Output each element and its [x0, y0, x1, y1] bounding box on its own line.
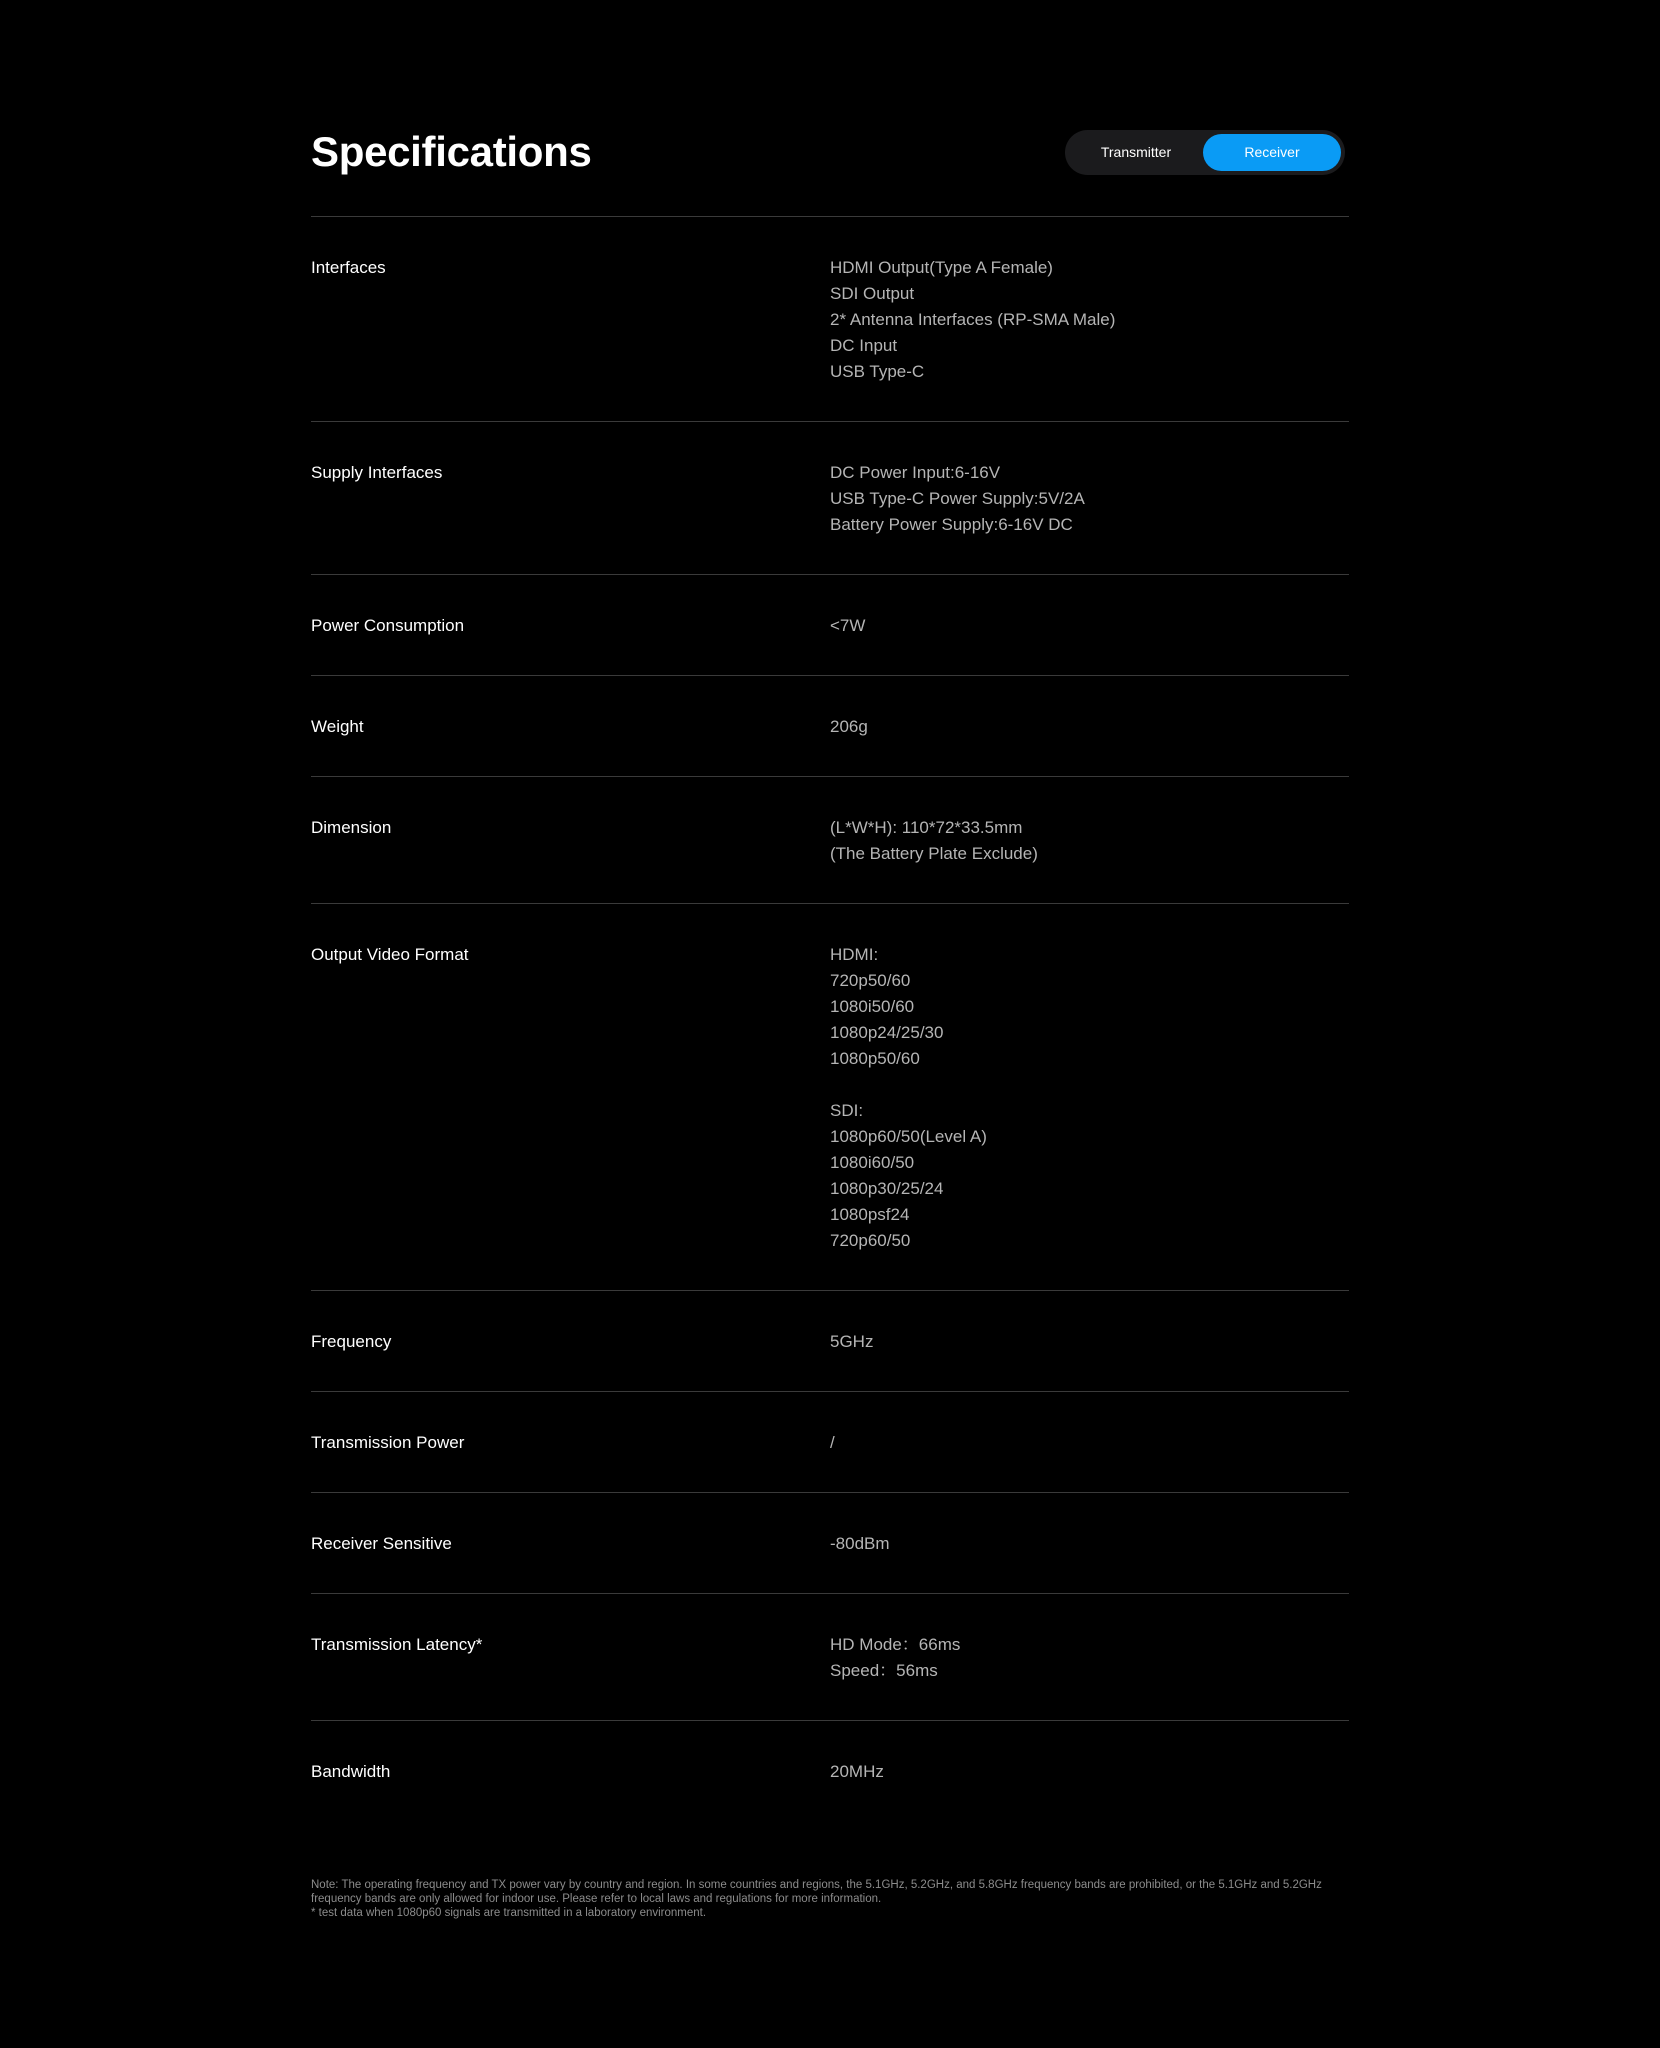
spec-value-line: <7W: [830, 616, 866, 635]
spec-value-line: 5GHz: [830, 1332, 874, 1351]
spec-label: Frequency: [311, 1332, 392, 1351]
spec-row: [311, 1594, 1349, 1721]
spec-value-line: 206g: [830, 717, 868, 736]
spec-value-line: SDI Output: [830, 284, 915, 303]
spec-row: [311, 1291, 1349, 1392]
spec-value-line: 1080p60/50(Level A): [830, 1127, 987, 1146]
spec-value-line: 1080i50/60: [830, 997, 915, 1016]
spec-label: Transmission Power: [311, 1433, 465, 1452]
tab-receiver[interactable]: Receiver: [1203, 134, 1341, 171]
spec-row: [311, 1392, 1349, 1493]
spec-value-line: 1080p50/60: [830, 1049, 920, 1068]
footnote-line: Note: The operating frequency and TX power vary by country and region. In some countries and regions, the 5.1GHz, 5.2GHz, and 5.8GHz frequency bands are prohibited, or the 5.1GHz and 5.2GHz frequency bands are only allowed for indoor use. Please refer to local laws and regulations for more information.: [311, 1879, 1322, 1905]
spec-value-line: 20MHz: [830, 1762, 884, 1781]
spec-table: [311, 217, 1349, 1821]
spec-value-line: 1080psf24: [830, 1205, 910, 1224]
footnote-line: * test data when 1080p60 signals are transmitted in a laboratory environment.: [311, 1907, 707, 1919]
spec-value-line: HDMI Output(Type A Female): [830, 258, 1053, 277]
spec-label: Supply Interfaces: [311, 463, 443, 482]
spec-value-line: Battery Power Supply:6-16V DC: [830, 515, 1073, 534]
spec-value-line: 720p60/50: [830, 1231, 911, 1250]
spec-value: [830, 1632, 1349, 1684]
spec-label: Interfaces: [311, 258, 386, 277]
spec-value-line: 1080p30/25/24: [830, 1179, 944, 1198]
spec-row: [311, 1493, 1349, 1594]
spec-value-line: /: [830, 1433, 835, 1452]
spec-row: [311, 575, 1349, 676]
spec-value: [830, 1531, 1349, 1557]
spec-value-line: [830, 1072, 1349, 1098]
spec-row: [311, 1721, 1349, 1821]
spec-value-line: 1080i60/50: [830, 1153, 915, 1172]
spec-value-line: (The Battery Plate Exclude): [830, 844, 1038, 863]
spec-row: [311, 422, 1349, 575]
footnote: [311, 1878, 1351, 1920]
spec-value-line: SDI:: [830, 1101, 864, 1120]
spec-value-line: 1080p24/25/30: [830, 1023, 944, 1042]
spec-value: [830, 460, 1349, 538]
spec-value: [830, 1430, 1349, 1456]
device-toggle: [1065, 130, 1345, 175]
spec-value-line: HD Mode：66ms: [830, 1635, 961, 1654]
spec-value-line: (L*W*H): 110*72*33.5mm: [830, 818, 1023, 837]
spec-value: [830, 1329, 1349, 1355]
specifications-section: [311, 0, 1349, 1821]
spec-value-line: 2* Antenna Interfaces (RP-SMA Male): [830, 310, 1116, 329]
spec-value: [830, 714, 1349, 740]
page-title: Specifications: [311, 128, 592, 175]
spec-value: [830, 1759, 1349, 1785]
spec-value-line: DC Input: [830, 336, 898, 355]
spec-label: Transmission Latency*: [311, 1635, 483, 1654]
spec-value: [830, 942, 1349, 1254]
spec-value-line: USB Type-C: [830, 362, 925, 381]
spec-value-line: 720p50/60: [830, 971, 911, 990]
spec-label: Dimension: [311, 818, 392, 837]
spec-label: Receiver Sensitive: [311, 1534, 452, 1553]
spec-row: [311, 777, 1349, 904]
spec-label: Power Consumption: [311, 616, 465, 635]
spec-label: Weight: [311, 717, 364, 736]
specifications-header: [311, 0, 1349, 217]
spec-value-line: -80dBm: [830, 1534, 890, 1553]
spec-value-line: Speed：56ms: [830, 1661, 938, 1680]
spec-value: [830, 815, 1349, 867]
spec-row: [311, 676, 1349, 777]
spec-label: Bandwidth: [311, 1762, 391, 1781]
spec-value: [830, 255, 1349, 385]
spec-value-line: HDMI:: [830, 945, 879, 964]
spec-label: Output Video Format: [311, 945, 469, 964]
spec-row: [311, 904, 1349, 1291]
spec-value-line: DC Power Input:6-16V: [830, 463, 1001, 482]
spec-row: [311, 217, 1349, 422]
tab-transmitter[interactable]: Transmitter: [1069, 134, 1203, 171]
spec-value-line: USB Type-C Power Supply:5V/2A: [830, 489, 1085, 508]
spec-value: [830, 613, 1349, 639]
